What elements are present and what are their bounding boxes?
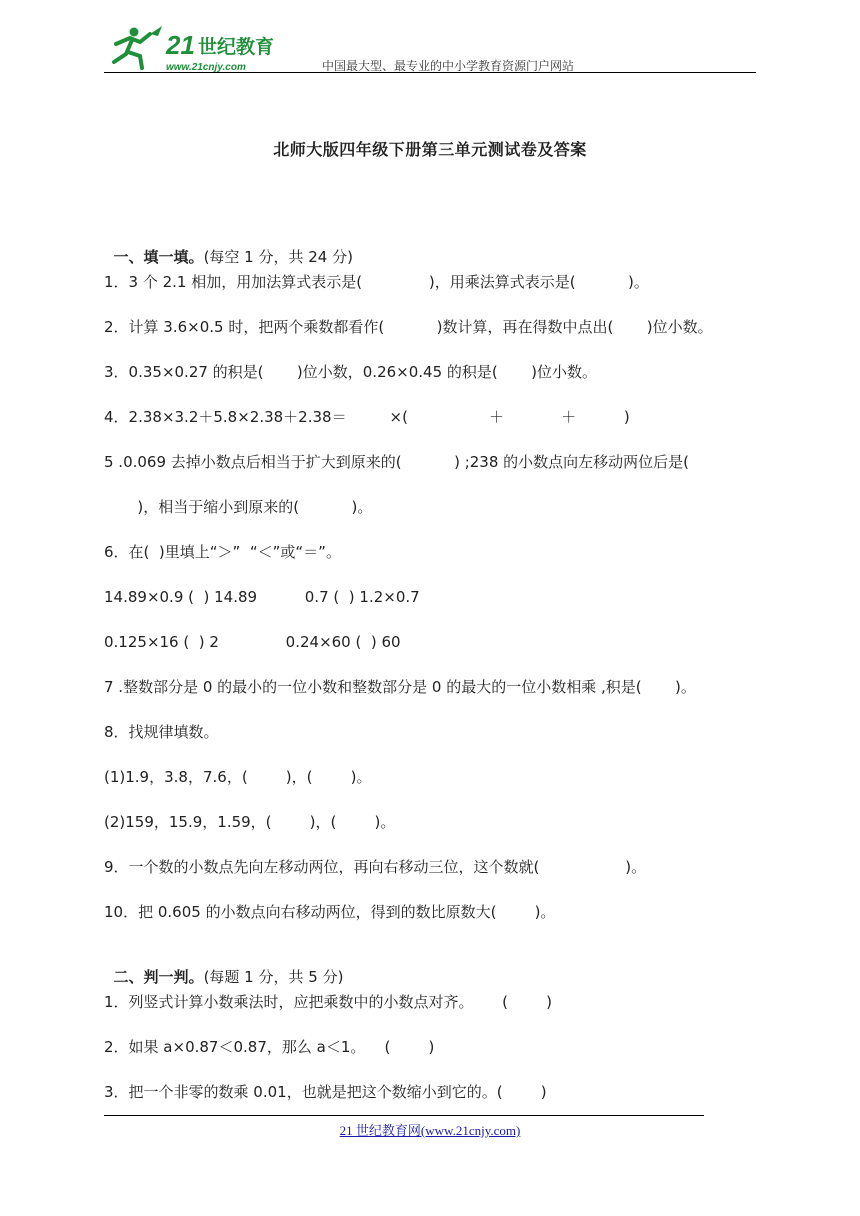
runner-icon [114, 26, 162, 68]
svg-text:21: 21 [166, 30, 195, 60]
section-2-score-note: (每题 1 分，共 5 分) [203, 968, 344, 986]
question-1-1: 1．3 个 2.1 相加，用加法算式表示是( )，用乘法算式表示是( )。 [104, 273, 649, 291]
question-2-1: 1．列竖式计算小数乘法时，应把乘数中的小数点对齐。 ( ) [104, 993, 553, 1011]
question-1-9: 9．一个数的小数点先向左移动两位，再向右移动三位，这个数就( )。 [104, 858, 647, 876]
question-1-6: 6．在( )里填上“＞” “＜”或“＝”。 [104, 543, 341, 561]
question-2-3: 3．把一个非零的数乘 0.01，也就是把这个数缩小到它的。( ) [104, 1083, 547, 1101]
document-title: 北师大版四年级下册第三单元测试卷及答案 [273, 140, 587, 159]
question-1-8-part-1: (1)1.9，3.8，7.6，( )，( )。 [104, 768, 372, 786]
question-1-8: 8．找规律填数。 [104, 723, 219, 741]
question-1-5: 5 .0.069 去掉小数点后相当于扩大到原来的( ) ;238 的小数点向左移动两位后是( [104, 453, 690, 471]
question-1-7: 7 .整数部分是 0 的最小的一位小数和整数部分是 0 的最大的一位小数相乘 ,积是( )。 [104, 678, 696, 696]
svg-text:世纪教育: 世纪教育 [198, 36, 275, 58]
section-1-score-note: (每空 1 分，共 24 分) [203, 248, 353, 266]
section-2-title: 二、判一判。 [113, 968, 204, 986]
site-logo [106, 20, 306, 74]
section-1-heading [104, 227, 353, 267]
section-1-title: 一、填一填。 [113, 248, 204, 266]
question-1-5-continued: )，相当于缩小到原来的( )。 [104, 498, 373, 516]
footer-link[interactable]: 21 世纪教育网(www.21cnjy.com) [339, 1123, 521, 1138]
footer-divider [104, 1115, 704, 1116]
question-1-10: 10．把 0.605 的小数点向右移动两位，得到的数比原数大( )。 [104, 903, 556, 921]
question-1-6-row-b: 0.125×16 ( ) 2 0.24×60 ( ) 60 [104, 633, 401, 651]
site-slogan: 中国最大型、最专业的中小学教育资源门户网站 [322, 59, 575, 73]
question-1-3: 3．0.35×0.27 的积是( )位小数，0.26×0.45 的积是( )位小数。 [104, 363, 597, 381]
question-2-2: 2．如果 a×0.87＜0.87，那么 a＜1。 ( ) [104, 1038, 435, 1056]
header-divider [104, 72, 756, 73]
question-1-8-part-2: (2)159，15.9，1.59，( )，( )。 [104, 813, 396, 831]
question-1-2: 2．计算 3.6×0.5 时，把两个乘数都看作( )数计算，再在得数中点出( )位小数。 [104, 318, 713, 336]
question-1-4: 4．2.38×3.2＋5.8×2.38＋2.38＝ ×( ＋ ＋ ) [104, 408, 630, 426]
svg-text:www.21cnjy.com: www.21cnjy.com [166, 62, 246, 73]
question-1-6-row-a: 14.89×0.9 ( ) 14.89 0.7 ( ) 1.2×0.7 [104, 588, 420, 606]
section-2-heading [104, 947, 343, 987]
